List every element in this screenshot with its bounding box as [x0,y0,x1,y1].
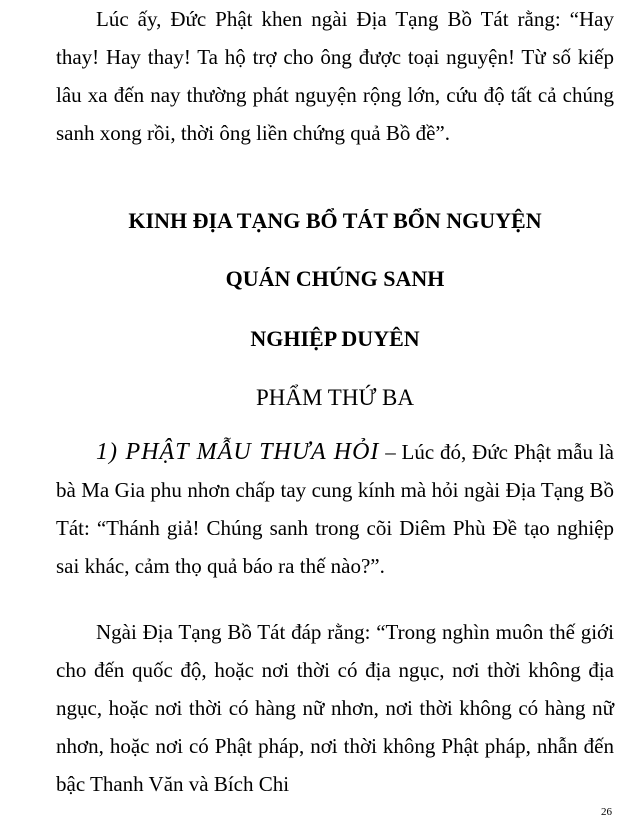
paragraph-ksitigarbha-answer: Ngài Địa Tạng Bồ Tát đáp rằng: “Trong nghìn muôn thế giới cho đến quốc độ, hoặc nơi thời có địa ngục, nơi thời không địa ngục, hoặc nơi thời có hàng nữ nhơn, nơi thời không có hàng nữ nhơn, hoặc nơi có Phật pháp, nơi thời không Phật pháp, nhẫn đến bậc Thanh Văn và Bích Chi [56,620,614,796]
chapter-heading: PHẨM THỨ BA [255,385,414,410]
paragraph-buddha-praise: Lúc ấy, Đức Phật khen ngài Địa Tạng Bồ Tát rằng: “Hay thay! Hay thay! Ta hộ trợ cho ông được toại nguyện! Từ số kiếp lâu xa đến nay thường phát nguyện rộng lớn, cứu độ tất cả chúng sanh xong rồi, thời ông liền chứng quả Bồ đề”. [56,7,614,145]
sutra-title-line-2: QUÁN CHÚNG SANH [225,266,445,291]
section-lead-title: 1) PHẬT MẪU THƯA HỎI [96,439,380,465]
paragraph-2-body: – Lúc đó, Đức Phật mẫu là bà Ma Gia phu nhơn chấp tay cung kính mà hỏi ngài Địa Tạng Bồ Tát: “Thánh giả! Chúng sanh trong cõi Diêm Phù Đề tạo nghiệp sai khác, cảm thọ quả báo ra thế nào?”. [56,440,614,578]
page-number: 26 [601,806,612,818]
sutra-title-line-1: KINH ĐỊA TẠNG BỔ TÁT BỔN NGUYỆN [128,208,542,233]
sutra-title-line-3: NGHIỆP DUYÊN [250,326,420,351]
paragraph-buddha-mother-asks [56,433,614,585]
